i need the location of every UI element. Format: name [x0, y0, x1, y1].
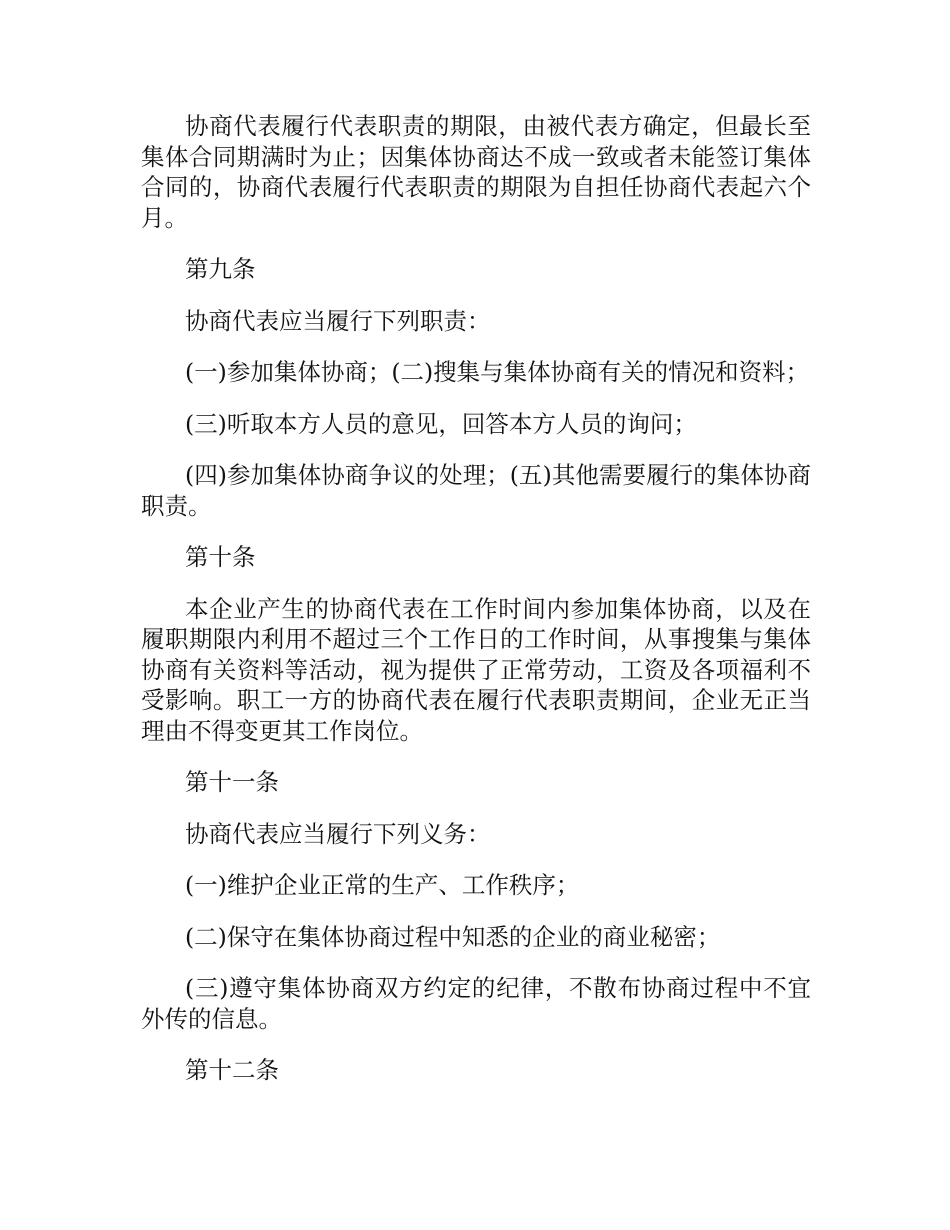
paragraph-duties-1-2: (一)参加集体协商；(二)搜集与集体协商有关的情况和资料； [185, 358, 810, 386]
paragraph-duties-3: (三)听取本方人员的意见，回答本方人员的询问； [185, 409, 697, 438]
document-page [141, 111, 811, 1107]
paragraph-duties-4-5: (四)参加集体协商争议的处理；(五)其他需要履行的集体协商职责。 [141, 461, 811, 520]
article-heading-11: 第十一条 [185, 768, 279, 796]
paragraph-duties-intro: 协商代表应当履行下列职责： [185, 306, 491, 335]
article-heading-12: 第十二条 [185, 1056, 279, 1084]
article-heading-9: 第九条 [185, 255, 256, 283]
paragraph-obligations-3: (三)遵守集体协商双方约定的纪律，不散布协商过程中不宜外传的信息。 [141, 974, 811, 1033]
article-heading-10: 第十条 [185, 543, 256, 571]
paragraph-obligations-intro: 协商代表应当履行下列义务： [185, 819, 491, 848]
paragraph-obligations-2: (二)保守在集体协商过程中知悉的企业的商业秘密； [185, 922, 721, 951]
paragraph-obligations-1: (一)维护企业正常的生产、工作秩序； [185, 871, 580, 899]
paragraph-term-limit: 协商代表履行代表职责的期限，由被代表方确定，但最长至集体合同期满时为止；因集体协商达不成一致或者未能签订集体合同的，协商代表履行代表职责的期限为自担任协商代表起六个月。 [141, 112, 811, 232]
paragraph-work-time: 本企业产生的协商代表在工作时间内参加集体协商，以及在履职期限内利用不超过三个工作日的工作时间，从事搜集与集体协商有关资料等活动，视为提供了正常劳动，工资及各项福利不受影响。职工一方的协商代表在履行代表职责期间，企业无正当理由不得变更其工作岗位。 [141, 594, 811, 745]
